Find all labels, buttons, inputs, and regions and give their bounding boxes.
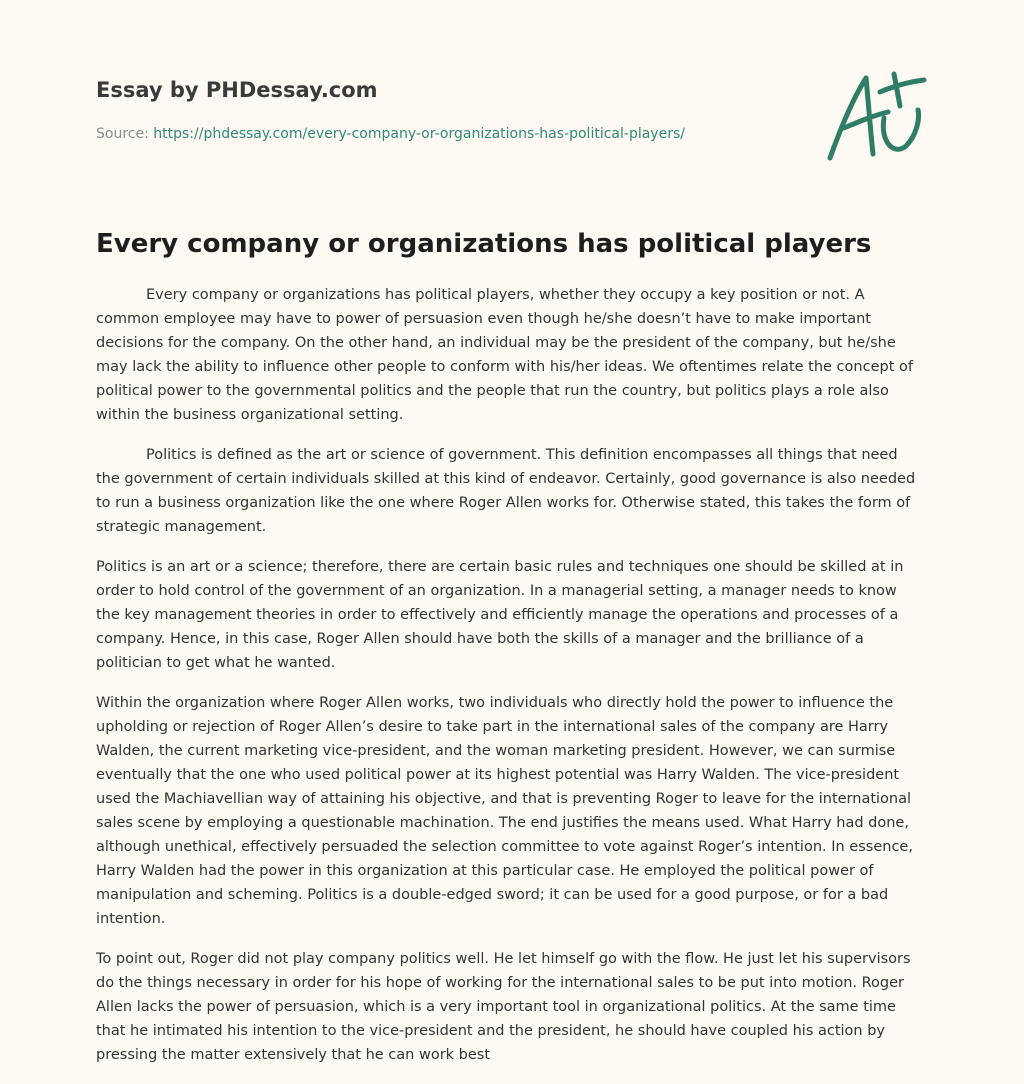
site-brand: Essay by PHDessay.com <box>96 78 378 102</box>
essay-paragraph: To point out, Roger did not play company politics well. He let himself go with the flow. He just let his supervisors do the things necessary in order for his hope of working for the international sales to be put into motion. Roger Allen lacks the power of persuasion, which is a very important tool in organizational politics. At the same time that he intimated his intention to the vice-president and the president, he should have coupled his action by pressing the matter extensively that he can work best <box>96 951 911 1063</box>
essay-paragraph: Politics is an art or a science; therefore, there are certain basic rules and techniques one should be skilled at in order to hold control of the government of an organization. In a managerial setting, a manager needs to know the key management theories in order to effectively and efficiently manage the operations and processes of a company. Hence, in this case, Roger Allen should have both the skills of a manager and the brilliance of a politician to get what he wanted. <box>96 559 904 671</box>
page-header <box>96 76 796 144</box>
a-plus-logo-icon <box>818 62 930 166</box>
essay-body <box>96 283 924 1083</box>
essay-paragraph: Every company or organizations has political players, whether they occupy a key position or not. A common employee may have to power of persuasion even though he/she doesn’t have to make important decisions for the company. On the other hand, an individual may be the president of the company, but he/she may lack the ability to influence other people to conform with his/her ideas. We oftentimes relate the concept of political power to the governmental politics and the people that run the country, but politics plays a role also within the business organizational setting. <box>96 287 913 423</box>
essay-title: Every company or organizations has political players <box>96 229 872 259</box>
source-line <box>96 124 796 144</box>
essay-paragraph: Within the organization where Roger Allen works, two individuals who directly hold the power to influence the upholding or rejection of Roger Allen’s desire to take part in the international sales of the company are Harry Walden, the current marketing vice-president, and the woman marketing president. However, we can surmise eventually that the one who used political power at its highest potential was Harry Walden. The vice-president used the Machiavellian way of attaining his objective, and that is preventing Roger to leave for the international sales scene by employing a questionable machination. The end justifies the means used. What Harry had done, although unethical, effectively persuaded the selection committee to vote against Roger’s intention. In essence, Harry Walden had the power in this organization at this particular case. He employed the political power of manipulation and scheming. Politics is a double-edged sword; it can be used for a good purpose, or for a bad intention. <box>96 695 913 927</box>
essay-paragraph: Politics is defined as the art or science of government. This definition encompasses all things that need the government of certain individuals skilled at this kind of endeavor. Certainly, good governance is also needed to run a business organization like the one where Roger Allen works for. Otherwise stated, this takes the form of strategic management. <box>96 447 916 535</box>
source-link[interactable]: https://phdessay.com/every-company-or-organizations-has-political-players/ <box>153 126 685 142</box>
source-label: Source: <box>96 126 149 142</box>
